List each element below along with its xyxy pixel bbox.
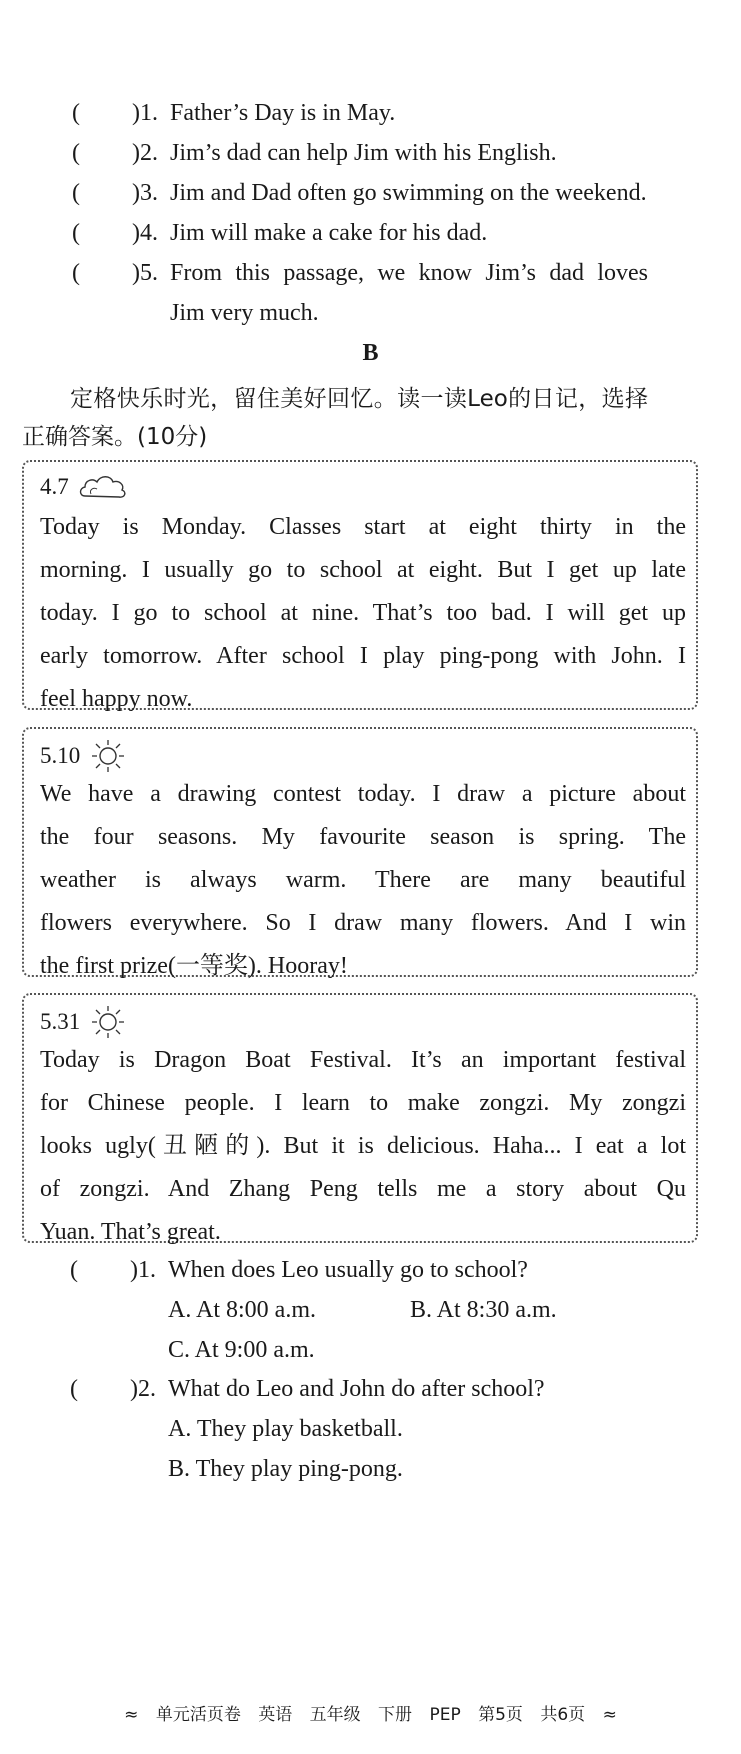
item-number: )1. xyxy=(132,100,158,126)
diary-date-row xyxy=(40,472,129,502)
answer-paren[interactable]: ( xyxy=(72,220,80,246)
diary-line: the first prize(一等奖). Hooray! xyxy=(40,953,348,979)
option-b[interactable]: B. They play ping-pong. xyxy=(168,1456,403,1482)
footer-title: 单元活页卷 xyxy=(155,1705,241,1725)
item-text: From this passage, we know Jim’s dad loves xyxy=(170,260,648,286)
question-text: What do Leo and John do after school? xyxy=(168,1376,545,1402)
item-number: )2. xyxy=(132,140,158,166)
diary-date: 5.10 xyxy=(40,743,81,768)
instruction-line-1: 定格快乐时光，留住美好回忆。读一读Leo的日记，选择 xyxy=(70,386,648,412)
footer-grade: 五年级 xyxy=(309,1705,361,1725)
question-text: When does Leo usually go to school? xyxy=(168,1257,528,1283)
section-b-heading: B xyxy=(362,340,379,366)
answer-paren[interactable]: ( xyxy=(70,1376,78,1402)
answer-paren[interactable]: ( xyxy=(72,140,80,166)
footer-left-mark: ≈ xyxy=(124,1705,139,1725)
footer-subject: 英语 xyxy=(258,1705,293,1725)
question-number: )1. xyxy=(130,1257,156,1283)
diary-line: of zongzi. And Zhang Peng tells me a story about Qu xyxy=(40,1176,686,1202)
instruction-line-2: 正确答案。(10分) xyxy=(22,424,208,450)
item-number: )5. xyxy=(132,260,158,286)
diary-line: for Chinese people. I learn to make zongzi. My zongzi xyxy=(40,1090,686,1116)
page-footer xyxy=(0,1700,741,1725)
answer-paren[interactable]: ( xyxy=(72,180,80,206)
diary-line: Today is Dragon Boat Festival. It’s an important festival xyxy=(40,1047,686,1073)
diary-text xyxy=(40,1039,686,1254)
option-c[interactable]: C. At 9:00 a.m. xyxy=(168,1337,315,1363)
diary-line: morning. I usually go to school at eight. But I get up late xyxy=(40,557,686,583)
diary-line: Today is Monday. Classes start at eight thirty in the xyxy=(40,514,686,540)
sun-icon xyxy=(88,738,128,774)
diary-line: weather is always warm. There are many beautiful xyxy=(40,867,686,893)
diary-date: 4.7 xyxy=(40,474,69,499)
item-text: Jim’s dad can help Jim with his English. xyxy=(170,140,557,166)
option-b[interactable]: B. At 8:30 a.m. xyxy=(410,1297,557,1323)
option-a[interactable]: A. They play basketball. xyxy=(168,1416,403,1442)
diary-date-row xyxy=(40,738,128,774)
option-a[interactable]: A. At 8:00 a.m. xyxy=(168,1297,316,1323)
diary-text xyxy=(40,773,686,988)
diary-line: early tomorrow. After school I play ping-pong with John. I xyxy=(40,643,686,669)
footer-edition: PEP xyxy=(429,1705,461,1725)
footer-total: 共6页 xyxy=(540,1705,586,1725)
diary-line: the four seasons. My favourite season is spring. The xyxy=(40,824,686,850)
footer-page: 第5页 xyxy=(478,1705,523,1725)
item-text: Jim will make a cake for his dad. xyxy=(170,220,488,246)
question-number: )2. xyxy=(130,1376,156,1402)
item-text: Father’s Day is in May. xyxy=(170,100,396,126)
diary-line: today. I go to school at nine. That’s too bad. I will get up xyxy=(40,600,686,626)
footer-right-mark: ≈ xyxy=(602,1705,617,1725)
diary-line: flowers everywhere. So I draw many flowers. And I win xyxy=(40,910,686,936)
footer-volume: 下册 xyxy=(378,1705,413,1725)
diary-text xyxy=(40,506,686,721)
answer-paren[interactable]: ( xyxy=(70,1257,78,1283)
diary-date-row xyxy=(40,1004,128,1040)
diary-line: Yuan. That’s great. xyxy=(40,1219,221,1245)
cloud-icon xyxy=(77,472,129,502)
item-text: Jim and Dad often go swimming on the weekend. xyxy=(170,180,647,206)
sun-icon xyxy=(88,1004,128,1040)
diary-date: 5.31 xyxy=(40,1009,81,1034)
diary-line: feel happy now. xyxy=(40,686,193,712)
answer-paren[interactable]: ( xyxy=(72,260,80,286)
answer-paren[interactable]: ( xyxy=(72,100,80,126)
item-number: )4. xyxy=(132,220,158,246)
item-number: )3. xyxy=(132,180,158,206)
diary-line: We have a drawing contest today. I draw a picture about xyxy=(40,781,686,807)
diary-line: looks ugly(丑陋的). But it is delicious. Haha... I eat a lot xyxy=(40,1133,686,1159)
item-text-continued: Jim very much. xyxy=(170,300,319,326)
